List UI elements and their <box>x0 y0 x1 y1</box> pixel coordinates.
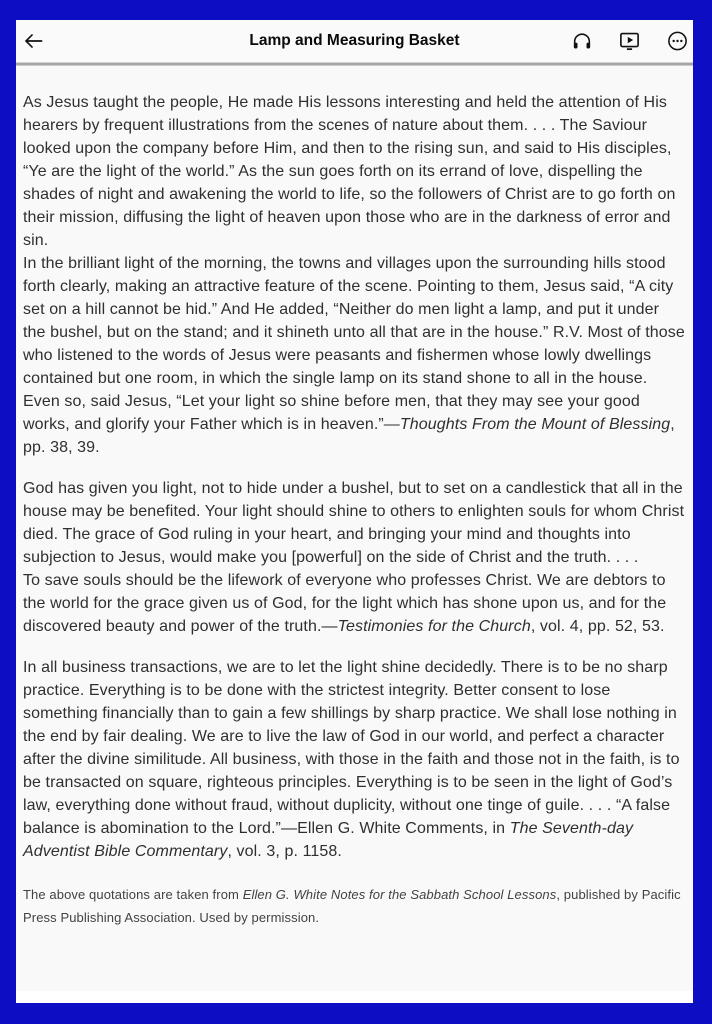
bottom-strip <box>16 991 693 1003</box>
paragraph: In all business transactions, we are to let the light shine decidedly. There is to be no sharp practice. Everything is to be done with the strictest integrity. Better consent to lose something financially than to gain a few shillings by sharp practice. We shall lose nothing in the end by fair dealing. We are to live the law of God in our world, and perfect a character after the divine similitude. All business, with those in the faith and those not in the faith, is to be transacted on square, righteous principles. Everything is to be seen in the light of God’s law, everything done without fraud, without duplicity, without one tinge of guile. . . . “A false balance is abomination to the Lord.”—Ellen G. White Comments, in The Seventh-day Adventist Bible Commentary, vol. 3, p. 1158. <box>23 659 680 860</box>
header <box>16 20 693 62</box>
more-button[interactable] <box>664 28 691 55</box>
paragraph: God has given you light, not to hide under a bushel, but to set on a candlestick that all in the house may be benefited. Your light should shine to others to enlighten souls for whom Christ died. The grace of God ruling in your heart, and bringing your mind and thoughts into subjection to Jesus, would make you [powerful] on the side of Christ and the truth. . . . <box>23 480 685 566</box>
content-frame <box>16 20 693 1003</box>
back-button[interactable] <box>18 26 49 57</box>
headphones-icon <box>571 30 593 52</box>
audio-button[interactable] <box>569 28 595 54</box>
video-play-icon <box>618 30 641 53</box>
paragraph: In the brilliant light of the morning, the towns and villages upon the surrounding hills stood forth clearly, making an attractive feature of the scene. Pointing to them, Jesus said, “A city set on a hill cannot be hid.” And He added, “Neither do men light a lamp, and put it under the bushel, but on the stand; and it shineth unto all that are in the house.” R.V. Most of those who listened to the words of Jesus were peasants and fishermen whose lowly dwellings contained but one room, in which the single lamp on its stand shone to all in the house. Even so, said Jesus, “Let your light so shine before men, that they may see your good works, and glorify your Father which is in heaven.”—Thoughts From the Mount of Blessing, pp. 38, 39. <box>23 255 685 456</box>
header-actions <box>569 28 691 55</box>
ellipsis-circle-icon <box>666 30 689 53</box>
page-title: Lamp and Measuring Basket <box>249 32 460 49</box>
video-button[interactable] <box>616 28 643 55</box>
back-arrow-icon <box>22 30 45 53</box>
paragraph: As Jesus taught the people, He made His lessons interesting and held the attention of His hearers by frequent illustrations from the scenes of nature about them. . . . The Saviour looked upon the company before Him, and then to the rising sun, and said to His disciples, “Ye are the light of the world.” As the sun goes forth on its errand of love, dispelling the shades of night and awakening the world to life, so the followers of Christ are to go forth on their mission, diffusing the light of heaven upon those who are in the darkness of error and sin. <box>23 94 676 249</box>
article[interactable] <box>16 66 693 991</box>
paragraph: To save souls should be the lifework of everyone who professes Christ. We are debtors to the world for the grace given us of God, for the light which has shone upon us, and for the discovered beauty and power of the truth.—Testimonies for the Church, vol. 4, pp. 52, 53. <box>23 572 667 635</box>
footnote: The above quotations are taken from Ellen G. White Notes for the Sabbath School Lessons, published by Pacific Press Publishing Association. Used by permission. <box>23 887 681 925</box>
